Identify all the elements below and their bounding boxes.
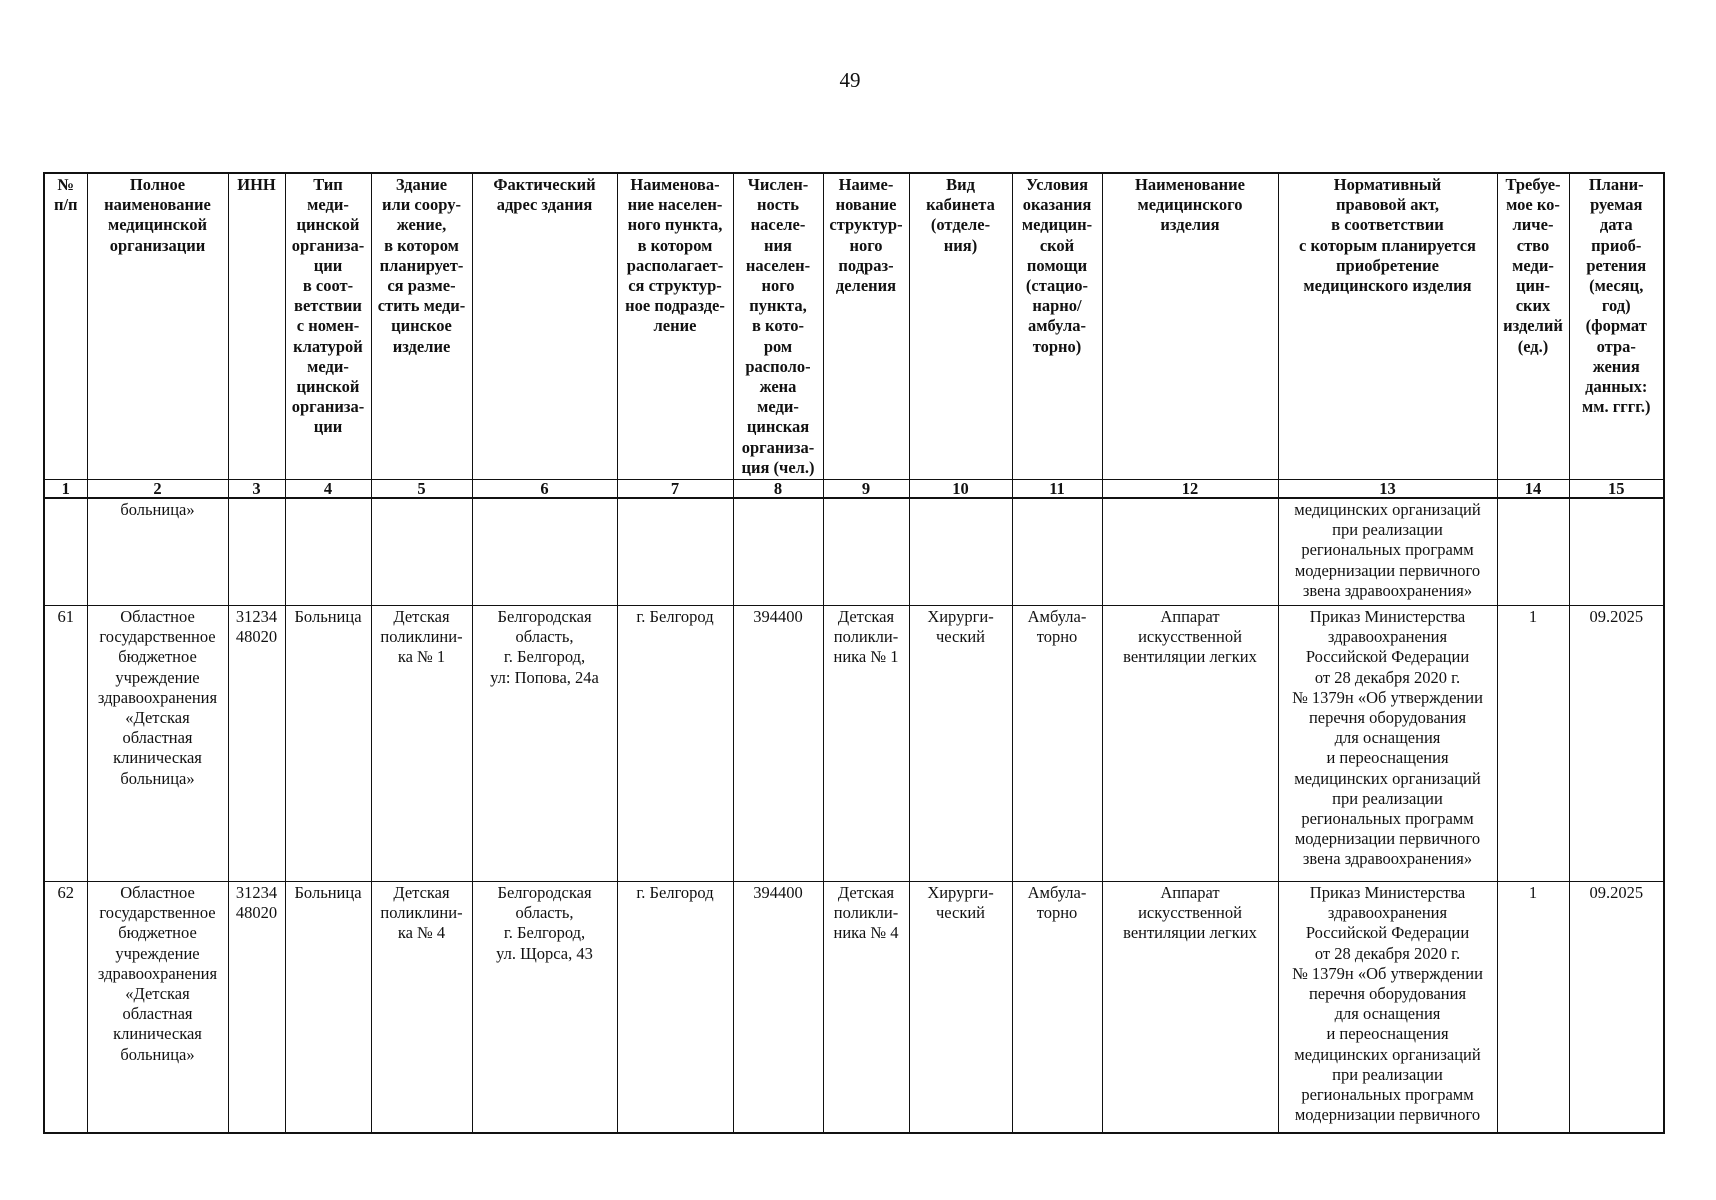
cell-address: Белгородская область, г. Белгород, ул. Щорса, 43	[472, 882, 617, 1134]
cell-inn: 31234 48020	[228, 882, 285, 1134]
cell-num: 62	[44, 882, 87, 1134]
column-number: 5	[371, 480, 472, 499]
cell-org-type	[285, 498, 371, 606]
header-unit: Наиме- нование структур- ного подраз- деления	[823, 173, 909, 480]
cell-population: 394400	[733, 882, 823, 1134]
cell-num	[44, 498, 87, 606]
cell-date: 09.2025	[1569, 882, 1664, 1134]
header-row	[44, 173, 1664, 480]
header-population: Числен- ность населе- ния населен- ного пункта, в кото- ром располо- жена меди- цинская организа- ция (чел.)	[733, 173, 823, 480]
header-locality: Наименова- ние населен- ного пункта, в котором располагает- ся структур- ное подразде- ление	[617, 173, 733, 480]
column-number: 3	[228, 480, 285, 499]
cell-device	[1102, 498, 1278, 606]
header-org-name: Полное наименование медицинской организации	[87, 173, 228, 480]
cell-org-type: Больница	[285, 882, 371, 1134]
cell-population: 394400	[733, 606, 823, 882]
cell-quantity	[1497, 498, 1569, 606]
cell-address: Белгородская область, г. Белгород, ул: Попова, 24а	[472, 606, 617, 882]
cell-cabinet: Хирурги- ческий	[909, 606, 1012, 882]
cell-legal-act: Приказ Министерства здравоохранения Российской Федерации от 28 декабря 2020 г. № 1379н «Об утверждении перечня оборудования для оснащения и переоснащения медицинских организаций при реализации региональных программ модернизации первичного звена здравоохранения»	[1278, 606, 1497, 882]
cell-conditions: Амбула- торно	[1012, 882, 1102, 1134]
cell-org-type: Больница	[285, 606, 371, 882]
column-number: 11	[1012, 480, 1102, 499]
header-cabinet: Вид кабинета (отделе- ния)	[909, 173, 1012, 480]
column-number: 12	[1102, 480, 1278, 499]
column-number: 8	[733, 480, 823, 499]
cell-date	[1569, 498, 1664, 606]
cell-inn: 31234 48020	[228, 606, 285, 882]
cell-building: Детская поликлини- ка № 4	[371, 882, 472, 1134]
column-number: 1	[44, 480, 87, 499]
column-number: 14	[1497, 480, 1569, 499]
cell-unit: Детская поликли- ника № 1	[823, 606, 909, 882]
cell-device: Аппарат искусственной вентиляции легких	[1102, 606, 1278, 882]
cell-unit	[823, 498, 909, 606]
header-quantity: Требуе- мое ко- личе- ство меди- цин- ских изделий (ед.)	[1497, 173, 1569, 480]
cell-org-name: Областное государственное бюджетное учреждение здравоохранения «Детская областная клиническая больница»	[87, 606, 228, 882]
header-device: Наименование медицинского изделия	[1102, 173, 1278, 480]
column-number: 4	[285, 480, 371, 499]
cell-building: Детская поликлини- ка № 1	[371, 606, 472, 882]
cell-unit: Детская поликли- ника № 4	[823, 882, 909, 1134]
table-row-continuation	[44, 498, 1664, 606]
column-number: 10	[909, 480, 1012, 499]
cell-device: Аппарат искусственной вентиляции легких	[1102, 882, 1278, 1134]
cell-locality: г. Белгород	[617, 606, 733, 882]
column-number-row	[44, 480, 1664, 499]
cell-quantity: 1	[1497, 882, 1569, 1134]
cell-building	[371, 498, 472, 606]
cell-date: 09.2025	[1569, 606, 1664, 882]
cell-locality: г. Белгород	[617, 882, 733, 1134]
header-building: Здание или соору- жение, в котором планирует- ся разме- стить меди- цинское изделие	[371, 173, 472, 480]
cell-quantity: 1	[1497, 606, 1569, 882]
table-row	[44, 882, 1664, 1134]
column-number: 6	[472, 480, 617, 499]
header-org-type: Тип меди- цинской организа- ции в соот- ветствии с номен- клатурой меди- цинской организа- ции	[285, 173, 371, 480]
table-row	[44, 606, 1664, 882]
equipment-table	[43, 172, 1665, 1134]
cell-legal-act: медицинских организаций при реализации региональных программ модернизации первичного звена здравоохранения»	[1278, 498, 1497, 606]
cell-conditions	[1012, 498, 1102, 606]
cell-conditions: Амбула- торно	[1012, 606, 1102, 882]
header-conditions: Условия оказания медицин- ской помощи (стацио- нарно/ амбула- торно)	[1012, 173, 1102, 480]
header-num: № п/п	[44, 173, 87, 480]
cell-legal-act: Приказ Министерства здравоохранения Российской Федерации от 28 декабря 2020 г. № 1379н «Об утверждении перечня оборудования для оснащения и переоснащения медицинских организаций при реализации региональных программ модернизации первичного	[1278, 882, 1497, 1134]
column-number: 15	[1569, 480, 1664, 499]
cell-locality	[617, 498, 733, 606]
cell-address	[472, 498, 617, 606]
column-number: 7	[617, 480, 733, 499]
column-number: 2	[87, 480, 228, 499]
header-inn: ИНН	[228, 173, 285, 480]
cell-num: 61	[44, 606, 87, 882]
header-address: Фактический адрес здания	[472, 173, 617, 480]
cell-population	[733, 498, 823, 606]
page-number: 49	[839, 68, 861, 92]
cell-org-name: Областное государственное бюджетное учреждение здравоохранения «Детская областная клиническая больница»	[87, 882, 228, 1134]
column-number: 9	[823, 480, 909, 499]
cell-cabinet	[909, 498, 1012, 606]
header-legal-act: Нормативный правовой акт, в соответствии с которым планируется приобретение медицинского изделия	[1278, 173, 1497, 480]
cell-cabinet: Хирурги- ческий	[909, 882, 1012, 1134]
cell-org-name: больница»	[87, 498, 228, 606]
header-date: Плани- руемая дата приоб- ретения (месяц, год) (формат отра- жения данных: мм. гггг.)	[1569, 173, 1664, 480]
column-number: 13	[1278, 480, 1497, 499]
cell-inn	[228, 498, 285, 606]
